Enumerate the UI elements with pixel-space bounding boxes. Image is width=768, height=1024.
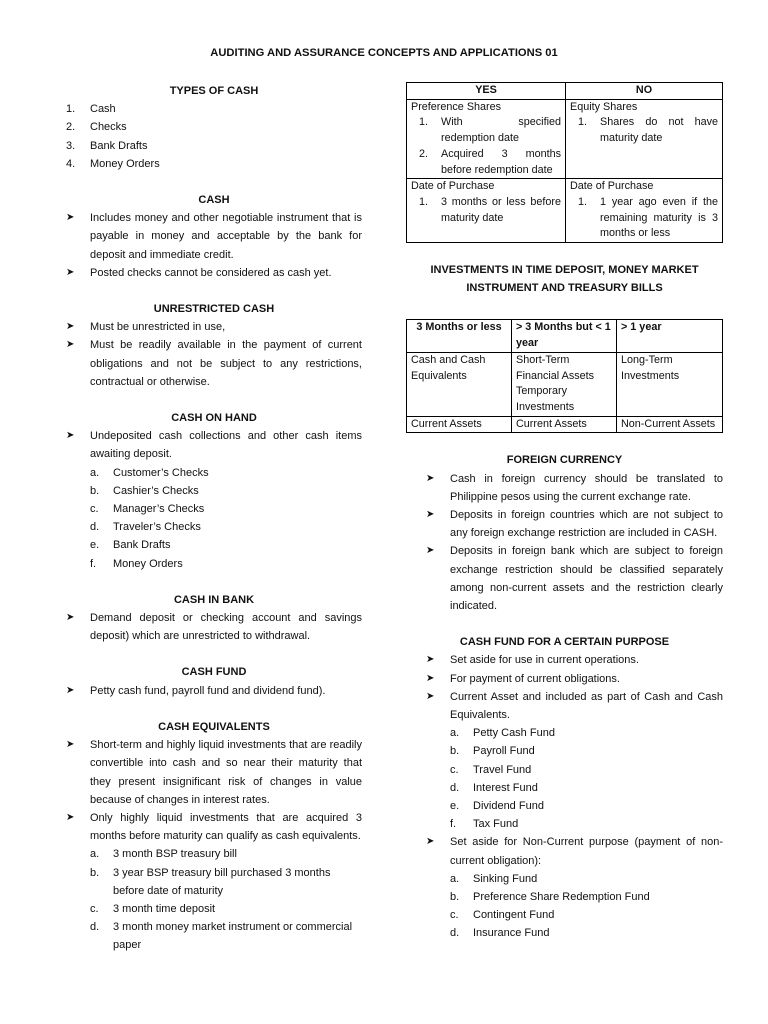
foreign-currency-heading: FOREIGN CURRENCY [506, 454, 623, 467]
bullet-item: ➤ Must be unrestricted in use, [66, 318, 362, 336]
list-item: a. Petty Cash Fund [450, 727, 555, 740]
list-item: d. 3 month money market instrument or commercial paper [90, 921, 353, 952]
table-cell: Date of Purchase 1. 3 months or less before maturity date [407, 179, 566, 243]
types-of-cash-list [66, 100, 362, 173]
bullet-item: ➤ Set aside for Non-Current purpose (payment of non-current obligation): [426, 833, 723, 869]
list-item: b. Cashier’s Checks [90, 484, 199, 497]
table-cell: Date of Purchase 1. 1 year ago even if the remaining maturity is 3 months or less [566, 179, 723, 243]
list-item: c. Contingent Fund [450, 909, 555, 922]
left-column [66, 82, 362, 955]
bullet-item: ➤ Demand deposit or checking account and savings deposit) which are unrestricted to withdrawal. [66, 609, 362, 645]
bullet-item: ➤ Only highly liquid investments that are acquired 3 months before maturity can qualify as cash equivalents. [66, 809, 362, 845]
list-item: a. Sinking Fund [450, 872, 538, 885]
table-cell: Preference Shares 1. With specified redemption date 2. Acquired 3 months before redemption date [407, 99, 566, 179]
cash-on-hand-heading: CASH ON HAND [171, 412, 257, 425]
arrow-bullet-icon: ➤ [66, 684, 75, 696]
bullet-item: ➤ Set aside for use in current operations. [426, 651, 723, 669]
table-header: > 1 year [617, 320, 723, 352]
arrow-bullet-icon: ➤ [66, 266, 75, 278]
current-funds-sublist [450, 724, 723, 833]
bullet-item: ➤ Includes money and other negotiable instrument that is payable in money and acceptable by the bank for deposit and immediate credit. [66, 209, 362, 264]
bullet-item: ➤ Undeposited cash collections and other cash items awaiting deposit. [66, 427, 362, 463]
list-item: a. Customer’s Checks [90, 466, 209, 479]
list-item: b. Preference Share Redemption Fund [450, 891, 650, 904]
list-item: a. 3 month BSP treasury bill [90, 848, 237, 861]
arrow-bullet-icon: ➤ [66, 739, 75, 751]
table-cell: Cash and Cash Equivalents [407, 352, 512, 416]
bullet-item: ➤ For payment of current obligations. [426, 670, 723, 688]
list-item: 2. Checks [66, 121, 127, 134]
no-header: NO [566, 83, 723, 100]
cash-in-bank-heading: CASH IN BANK [173, 593, 255, 606]
list-item: 3. Bank Drafts [66, 139, 148, 152]
document-title: AUDITING AND ASSURANCE CONCEPTS AND APPLICATIONS 01 [210, 47, 558, 59]
investments-table [406, 319, 723, 433]
list-item: 4. Money Orders [66, 157, 160, 170]
bullet-item: ➤ Petty cash fund, payroll fund and dividend fund). [66, 682, 362, 700]
cash-equivalents-heading: CASH EQUIVALENTS [158, 720, 270, 733]
arrow-bullet-icon: ➤ [66, 612, 75, 624]
arrow-bullet-icon: ➤ [426, 545, 435, 557]
list-item: e. Dividend Fund [450, 800, 544, 813]
bullet-item: ➤ Deposits in foreign countries which are not subject to any foreign exchange restriction are included in CASH. [426, 506, 723, 542]
arrow-bullet-icon: ➤ [66, 339, 75, 351]
table-cell: Current Assets [512, 416, 617, 433]
arrow-bullet-icon: ➤ [426, 836, 435, 848]
cash-heading: CASH [198, 194, 230, 207]
list-item: e. Bank Drafts [90, 539, 171, 552]
list-item: b. Payroll Fund [450, 745, 535, 758]
table-cell: Non-Current Assets [617, 416, 723, 433]
cash-fund-heading: CASH FUND [181, 666, 247, 679]
arrow-bullet-icon: ➤ [426, 672, 435, 684]
arrow-bullet-icon: ➤ [66, 430, 75, 442]
arrow-bullet-icon: ➤ [426, 690, 435, 702]
types-of-cash-heading: TYPES OF CASH [169, 85, 259, 97]
list-item: c. 3 month time deposit [90, 902, 216, 915]
bullet-item: ➤ Short-term and highly liquid investments that are readily convertible into cash and so near their maturity that they present insignificant risk of changes in value because of changes in interest rates. [66, 736, 362, 809]
list-item: b. 3 year BSP treasury bill purchased 3 months before date of maturity [90, 866, 331, 897]
list-item: 1. Cash [66, 103, 116, 116]
table-header: > 3 Months but < 1 year [512, 320, 617, 352]
yes-header: YES [407, 83, 566, 100]
bullet-item: ➤ Current Asset and included as part of Cash and Cash Equivalents. [426, 688, 723, 724]
arrow-bullet-icon: ➤ [66, 212, 75, 224]
list-item: d. Interest Fund [450, 781, 538, 794]
noncurrent-funds-sublist [450, 870, 723, 943]
arrow-bullet-icon: ➤ [66, 811, 75, 823]
bullet-item: ➤ Deposits in foreign bank which are subject to foreign exchange restriction should be classified separately among non-current assets and the restriction clearly indicated. [426, 542, 723, 615]
bullet-item: ➤ Posted checks cannot be considered as cash yet. [66, 264, 362, 282]
table-cell: Current Assets [407, 416, 512, 433]
arrow-bullet-icon: ➤ [66, 321, 75, 333]
bullet-item: ➤ Must be readily available in the payment of current obligations and not be subject to any restrictions, contractual or otherwise. [66, 336, 362, 391]
arrow-bullet-icon: ➤ [426, 472, 435, 484]
cash-on-hand-sublist [90, 464, 362, 573]
list-item: d. Insurance Fund [450, 927, 550, 940]
table-cell: Equity Shares 1. Shares do not have maturity date [566, 99, 723, 179]
table-header: 3 Months or less [407, 320, 512, 352]
yes-no-table [406, 82, 723, 243]
list-item: d. Traveler’s Checks [90, 521, 201, 534]
investments-heading: INVESTMENTS IN TIME DEPOSIT, MONEY MARKET INSTRUMENT AND TREASURY BILLS [430, 264, 699, 295]
table-cell: Long-Term Investments [617, 352, 723, 416]
unrestricted-cash-heading: UNRESTRICTED CASH [153, 303, 275, 316]
cash-equivalents-sublist [90, 845, 362, 954]
right-column [406, 82, 723, 943]
arrow-bullet-icon: ➤ [426, 654, 435, 666]
list-item: f. Money Orders [90, 557, 183, 570]
list-item: c. Travel Fund [450, 763, 532, 776]
arrow-bullet-icon: ➤ [426, 508, 435, 520]
list-item: f. Tax Fund [450, 818, 519, 831]
bullet-item: ➤ Cash in foreign currency should be translated to Philippine pesos using the current exchange rate. [426, 470, 723, 506]
list-item: c. Manager’s Checks [90, 503, 205, 516]
table-cell: Short-Term Financial Assets Temporary Investments [512, 352, 617, 416]
cash-fund-purpose-heading: CASH FUND FOR A CERTAIN PURPOSE [459, 636, 670, 649]
